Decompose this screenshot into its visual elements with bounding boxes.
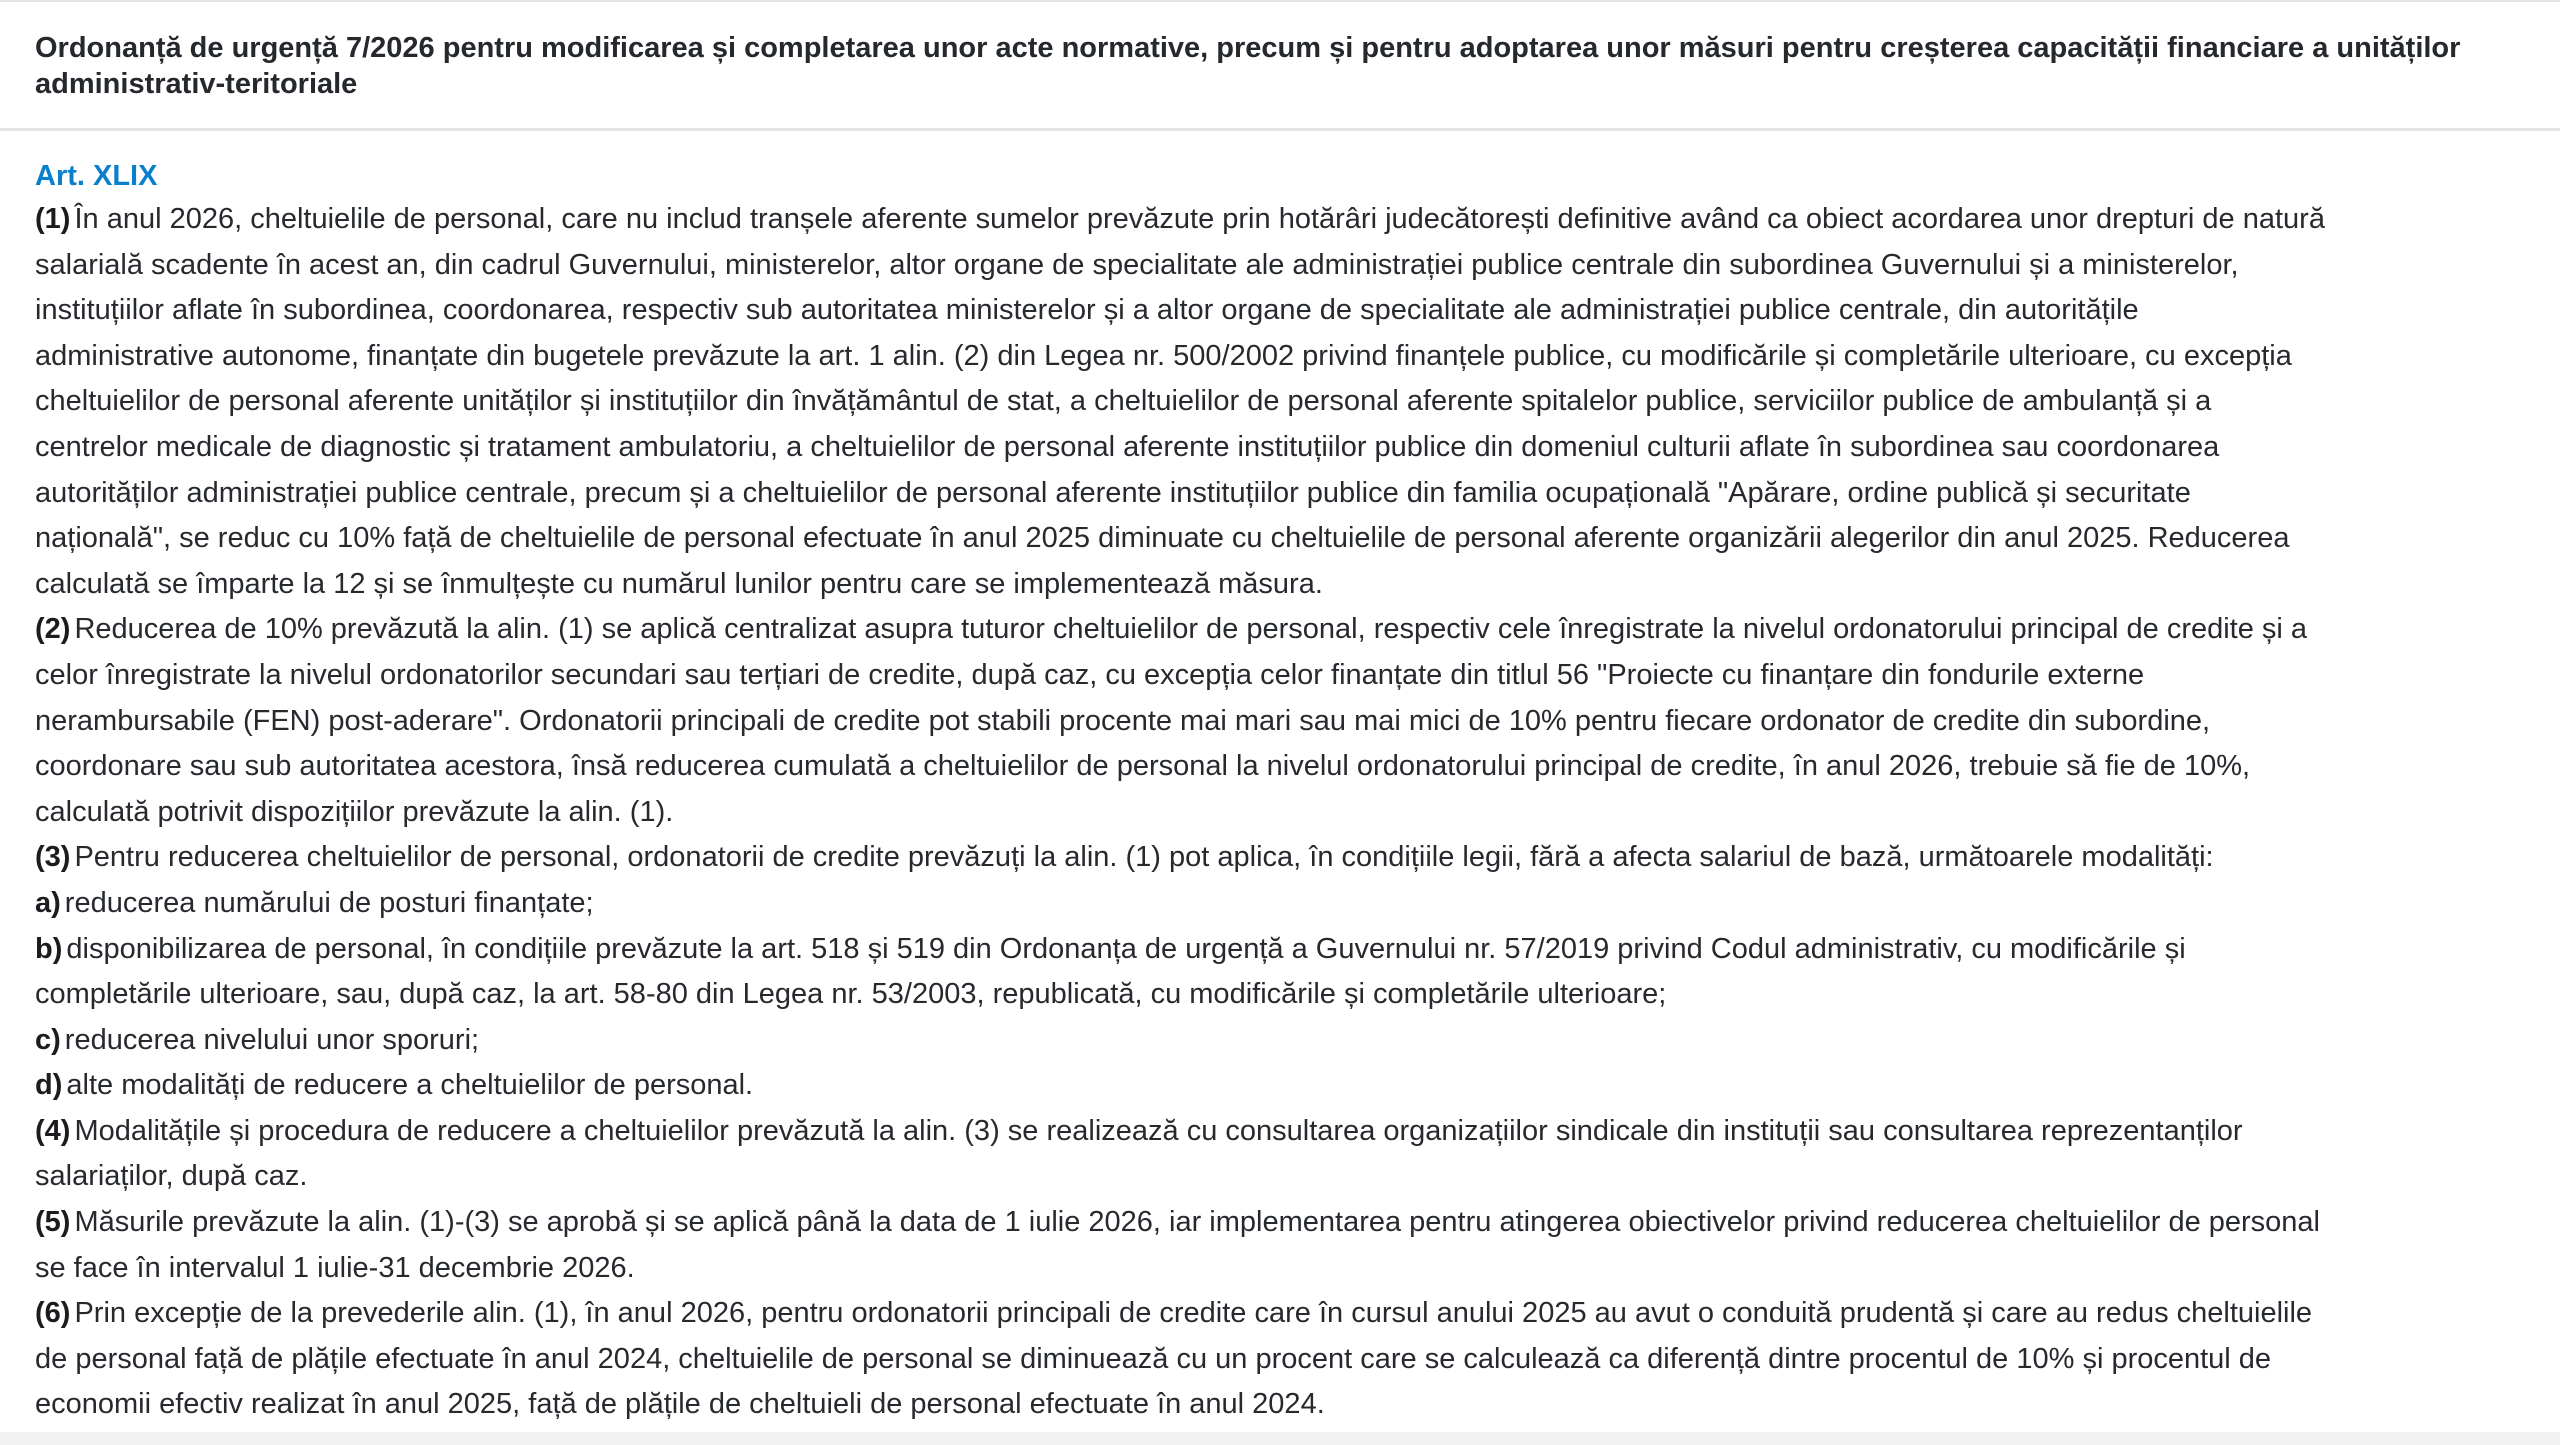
paragraph [35,835,2535,881]
paragraph-line [35,243,2535,289]
paragraph-text: nerambursabile (FEN) post-aderare". Ordonatorii principali de credite pot stabili procente mai mari sau mai mici de 10% pentru fiecare ordonator de credite din subordine, [35,704,2211,737]
paragraph-text: de personal față de plățile efectuate în anul 2024, cheltuielile de personal se diminuează cu un procent care se calculează ca diferență dintre procentul de 10% și procentul de [35,1342,2272,1375]
paragraph-line [35,288,2535,334]
paragraph-text: reducerea numărului de posturi finanțate; [64,886,594,919]
paragraph-text: economii efectiv realizat în anul 2025, față de plățile de cheltuieli de personal efectuate în anul 2024. [35,1388,1325,1421]
article-title[interactable]: Art. XLIX [35,160,158,192]
paragraph-text: Modalitățile și procedura de reducere a cheltuielilor prevăzută la alin. (3) se realizează cu consultarea organizațiilor sindicale din instituții sau consultarea reprezentanților [74,1114,2243,1147]
paragraph-text: cheltuielilor de personal aferente unităților și instituțiilor din învățământul de stat, a cheltuielilor de personal aferente spitalelor publice, serviciilor publice de ambulanță și a [35,385,2212,418]
paragraph-text: celor înregistrate la nivelul ordonatorilor secundari sau terțiari de credite, după caz, cu excepția celor finanțate din titlul 56 "Proiecte cu finanțare din fondurile externe [35,658,2145,691]
paragraph-text: națională", se reduc cu 10% față de cheltuielile de personal efectuate în anul 2025 diminuate cu cheltuielile de personal aferente organizării alegerilor din anul 2025. Reducerea [35,522,2290,555]
paragraph-line [35,1063,2535,1109]
paragraph [35,607,2535,835]
paragraph-label: d) [35,1069,63,1102]
paragraph-line [35,1337,2535,1383]
paragraph-line [35,1018,2535,1064]
paragraph-line [35,881,2535,927]
paragraph-text: autorităților administrației publice centrale, precum și a cheltuielilor de personal aferente instituțiilor publice din familia ocupațională "Apărare, ordine publică și securitate [35,476,2191,509]
paragraph-line [35,699,2535,745]
paragraph-line [35,1154,2535,1200]
paragraph-text: salariaților, după caz. [35,1160,308,1193]
paragraph-text: se face în intervalul 1 iulie-31 decembrie 2026. [35,1251,635,1284]
paragraph-label: (3) [35,841,71,874]
paragraph-text: calculată potrivit dispozițiilor prevăzute la alin. (1). [35,795,674,828]
paragraph [35,1291,2535,1428]
paragraph [35,1109,2535,1200]
paragraph-line [35,334,2535,380]
paragraph-text: În anul 2026, cheltuielile de personal, care nu includ tranșele aferente sumelor prevăzute prin hotărâri judecătorești definitive având ca obiect acordarea unor drepturi de natură [74,203,2325,235]
paragraph-label: c) [35,1023,61,1056]
paragraph-text: administrative autonome, finanțate din bugetele prevăzute la art. 1 alin. (2) din Legea nr. 500/2002 privind finanțele publice, cu modificările și completările ulterioare, cu excepția [35,339,2292,372]
document-title [35,30,2535,102]
document-header [0,2,2560,131]
paragraph-label: (5) [35,1206,71,1239]
article [35,155,2535,1428]
paragraph-line [35,1382,2535,1428]
paragraph-line [35,607,2535,653]
paragraph [35,1200,2535,1291]
paragraph-text: coordonare sau sub autoritatea acestora, însă reducerea cumulată a cheltuielilor de personal la nivelul ordonatorului principal de credite, în anul 2026, trebuie să fie de 10%, [35,750,2251,783]
paragraph-line [35,1291,2535,1337]
paragraph-line [35,1200,2535,1246]
paragraph-text: completările ulterioare, sau, după caz, la art. 58-80 din Legea nr. 53/2003, republicată, cu modificările și completările ulterioare; [35,978,1667,1011]
paragraph-line [35,1246,2535,1292]
paragraph-line [35,744,2535,790]
paragraph-label: (1) [35,203,71,235]
paragraph-line [35,562,2535,608]
paragraph-line [35,835,2535,881]
paragraph [35,1063,2535,1109]
paragraph-text: Pentru reducerea cheltuielilor de personal, ordonatorii de credite prevăzuți la alin. (1) pot aplica, în condițiile legii, fără a afecta salariul de bază, următoarele modalități: [74,841,2214,874]
article-body [35,197,2535,1428]
bottom-band [0,1432,2560,1445]
paragraph-label: (4) [35,1114,71,1147]
paragraph-text: disponibilizarea de personal, în condițiile prevăzute la art. 518 și 519 din Ordonanța de urgență a Guvernului nr. 57/2019 privind Codul administrativ, cu modificările și [66,932,2186,965]
paragraph [35,881,2535,927]
paragraph-line [35,972,2535,1018]
paragraph-text: alte modalități de reducere a cheltuielilor de personal. [66,1069,754,1102]
document-title-line: administrativ-teritoriale [35,68,358,100]
paragraph-label: b) [35,932,63,965]
paragraph-label: a) [35,886,61,919]
paragraph-text: salarială scadente în acest an, din cadrul Guvernului, ministerelor, altor organe de specialitate ale administrației publice centrale din subordinea Guvernului și a ministerelor, [35,248,2239,281]
paragraph-text: instituțiilor aflate în subordinea, coordonarea, respectiv sub autoritatea ministerelor și a altor organe de specialitate ale administrației publice centrale, din autoritățile [35,294,2139,327]
document-title-line: Ordonanță de urgență 7/2026 pentru modificarea și completarea unor acte normative, precum și pentru adoptarea unor măsuri pentru creșterea capacității financiare a unităților [35,32,2461,64]
paragraph-line [35,516,2535,562]
paragraph-text: Prin excepție de la prevederile alin. (1), în anul 2026, pentru ordonatorii principali de credite care în cursul anului 2025 au avut o conduită prudentă și care au redus cheltuielile [74,1297,2313,1330]
paragraph-line [35,197,2535,243]
paragraph-line [35,425,2535,471]
paragraph-line [35,927,2535,973]
paragraph [35,197,2535,607]
paragraph-line [35,471,2535,517]
paragraph-label: (2) [35,613,71,646]
paragraph-text: calculată se împarte la 12 și se înmulțește cu numărul lunilor pentru care se implementează măsura. [35,567,1323,600]
paragraph [35,1018,2535,1064]
paragraph-text: Reducerea de 10% prevăzută la alin. (1) se aplică centralizat asupra tuturor cheltuielilor de personal, respectiv cele înregistrate la nivelul ordonatorului principal de credite și a [74,613,2308,646]
paragraph-line [35,1109,2535,1155]
paragraph-line [35,653,2535,699]
paragraph-label: (6) [35,1297,71,1330]
paragraph-line [35,379,2535,425]
paragraph-text: reducerea nivelului unor sporuri; [64,1023,480,1056]
paragraph-text: centrelor medicale de diagnostic și tratament ambulatoriu, a cheltuielilor de personal aferente instituțiilor publice din domeniul culturii aflate în subordinea sau coordonarea [35,430,2220,463]
paragraph-line [35,790,2535,836]
paragraph [35,927,2535,1018]
paragraph-text: Măsurile prevăzute la alin. (1)-(3) se aprobă și se aplică până la data de 1 iulie 2026, iar implementarea pentru atingerea obiectivelor privind reducerea cheltuielilor de personal [74,1206,2320,1239]
